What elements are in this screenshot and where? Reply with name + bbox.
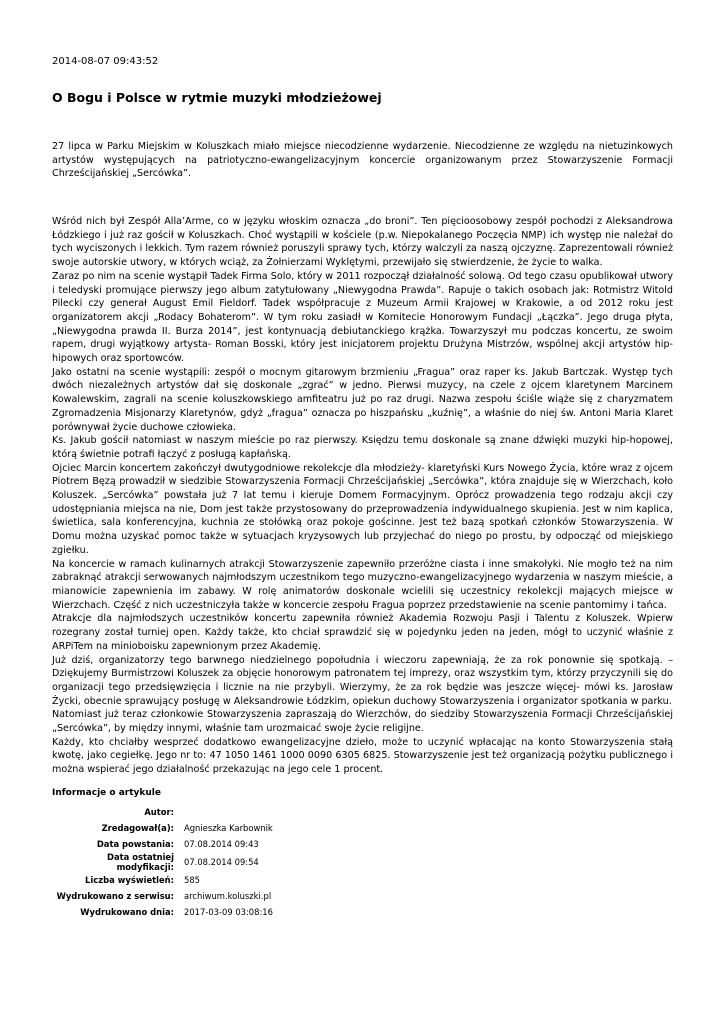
info-row-editor	[52, 820, 273, 836]
info-row-modified	[52, 852, 273, 872]
info-row-views	[52, 872, 273, 888]
article-paragraph: Ojciec Marcin koncertem zakończył dwutygodniowe rekolekcje dla młodzieży- klaretyński Kurs Nowego Życia, które wraz z ojcem Piotrem Bęzą prowadził w siedzibie Stowarzyszenia Formacji Chrześcijańskiej „Sercówka”, która znajduje się w Wierzchach, koło Koluszek. „Sercówka” powstała już 7 lat temu i kieruje Domem Formacyjnym. Oprócz prowadzenia tego rodzaju akcji czy udostępniania miejsca na nie, Dom jest także przystosowany do przeprowadzenia indywidualnego skupienia. Jest w nim kaplica, świetlica, sala konferencyjna, kuchnia ze stołówką oraz pokoje gościnne. Jest też bazą spotkań członków Stowarzyszenia. W Domu można uzyskać pomoc także w sytuacjach kryzysowych lub przyjechać do niego po prostu, by odpocząć od miejskiego zgiełku.	[52, 462, 673, 556]
info-label: Liczba wyświetleń:	[85, 875, 174, 885]
article-paragraph: Ks. Jakub gościł natomiast w naszym mieście po raz pierwszy. Księdzu temu doskonale są znane dźwięki muzyki hip-hopowej, którą świetnie potrafi łączyć z posługą kapłańską.	[52, 435, 673, 460]
info-label: Wydrukowano dnia:	[80, 907, 174, 917]
article-paragraph: Jako ostatni na scenie wystąpili: zespół o mocnym gitarowym brzmieniu „Fragua” oraz raper ks. Jakub Bartczak. Występ tych dwóch niezależnych artystów dał się doskonale „zgrać” w jedno. Pierwsi muzycy, na czele z ojcem klaretynem Marcinem Kowalewskim, zagrali na scenie koluszkowskiego amfiteatru już po raz drugi. Nazwa zespołu ściśle wiąże się z charyzmatem Zgromadzenia Misjonarzy Klaretynów, gdyż „fragua” oznacza po hiszpańsku „kuźnię”, a właśnie do niej św. Antoni Maria Klaret porównywał życie duchowe człowieka.	[52, 366, 673, 433]
info-label: Data powstania:	[96, 839, 174, 849]
article-paragraph: Zaraz po nim na scenie wystąpił Tadek Firma Solo, który w 2011 rozpoczął działalność solową. Od tego czasu opublikował utwory i teledyski promujące pierwszy jego album zatytułowany „Niewygodna Prawda”. Rapuje o takich osobach jak: Rotmistrz Witold Pilecki czy generał August Emil Fieldorf. Tadek współpracuje z Muzeum Armii Krajowej w Krakowie, a od 2012 roku jest organizatorem akcji „Rodacy Bohaterom”. W tym roku zasiadł w Komitecie Honorowym Fundacji „Łączka”. Jego druga płyta, „Niewygodna prawda II. Burza 2014”, jest kontynuacją debiutanckiego krążka. Towarzyszył mu podczas koncertu, ze swoim rapem, drugi wyjątkowy artysta- Roman Bosski, który jest inicjatorem projektu Drużyna Mistrzów, wspólnej akcji artystów hip-hipowych oraz sportowców.	[52, 270, 673, 365]
article-paragraph: Każdy, kto chciałby wesprzeć dodatkowo ewangelizacyjne dzieło, może to uczynić wpłacając na konto Stowarzyszenia stałą kwotę, jako cegiełkę. Jego nr to: 47 1050 1461 1000 0090 6305 6825. Stowarzyszenie jest też organizacją pożytku publicznego i można wspierać jego działalność przekazując na jego cele 1 procent.	[52, 736, 673, 776]
info-label: Wydrukowano z serwisu:	[56, 891, 174, 901]
info-value: 585	[184, 875, 200, 885]
article-body	[52, 215, 673, 777]
article-paragraph: Natomiast już teraz członkowie Stowarzyszenia zapraszają do Wierzchów, do siedziby Stowarzyszenia Formacji Chrześcijańskiej „Sercówka”, by między innymi, właśnie tam urozmaicać swoje życie religijne.	[52, 709, 673, 735]
info-row-printed-on	[52, 904, 273, 920]
article-info-table	[52, 804, 273, 920]
info-value: archiwum.koluszki.pl	[184, 891, 272, 901]
info-value: 07.08.2014 09:43	[184, 839, 259, 849]
article-paragraph: Wśród nich był Zespół Alla’Arme, co w języku włoskim oznacza „do broni”. Ten pięcioosobowy zespół pochodzi z Aleksandrowa Łódzkiego i już raz gościł w Koluszkach. Choć wystąpili w kościele (p.w. Niepokalanego Poczęcia NMP) ich występ nie należał do tych wyciszonych i lekkich. Tym razem również poruszyli sprawy tych, którzy walczyli za naszą ojczyznę. Zaprezentowali również swoje autorskie utwory, w których wciąż, za Żołnierzami Wyklętymi, przewijało się stwierdzenie, że życie to walka.	[52, 216, 673, 269]
info-value: 07.08.2014 09:54	[184, 857, 259, 867]
article-info-heading: Informacje o artykule	[52, 788, 161, 798]
article-lead: 27 lipca w Parku Miejskim w Koluszkach miało miejsce niecodzienne wydarzenie. Niecodzienne ze względu na nietuzinkowych artystów występujących na patriotyczno-ewangelizacyjnym koncercie organizowanym przez Stowarzyszenie Formacji Chrześcijańskiej „Sercówka”.	[52, 141, 673, 180]
article-paragraph: Już dziś, organizatorzy tego barwnego niedzielnego popołudnia i wieczoru zapewniają, że za rok ponownie się spotkają. – Dziękujemy Burmistrzowi Koluszek za objęcie honorowym patronatem tej imprezy, oraz wszystkim tym, którzy przyczynili się do organizacji tego przedsięwzięcia i licznie na nie przybyli. Wierzymy, że za rok będzie was jeszcze więcej- mówi ks. Jarosław Życki, obecnie sprawujący posługę w Aleksandrowie Łódzkim, opiekun duchowy Stowarzyszenia i organizator spotkania w parku.	[52, 654, 673, 707]
info-row-author	[52, 804, 273, 820]
info-label: Zredagował(a):	[101, 823, 174, 833]
article-paragraph: Atrakcje dla najmłodszych uczestników koncertu zapewniła również Akademia Rozwoju Pasji i Talentu z Koluszek. Wpierw rozegrany został turniej open. Każdy także, kto chciał sprawdzić się w pojedynku jeden na jeden, mógł to uczynić właśnie z ARPiTem na minioboisku zapewnionym przez Akademię.	[52, 613, 673, 652]
info-row-created	[52, 836, 273, 852]
article-title: O Bogu i Polsce w rytmie muzyki młodzieżowej	[52, 90, 382, 105]
info-label: Autor:	[144, 807, 174, 817]
info-row-printed-from	[52, 888, 273, 904]
info-value: 2017-03-09 03:08:16	[184, 907, 273, 917]
info-value: Agnieszka Karbownik	[184, 823, 273, 833]
info-label: Data ostatniej modyfikacji:	[107, 852, 174, 872]
article-paragraph: Na koncercie w ramach kulinarnych atrakcji Stowarzyszenie zapewniło przeróżne ciasta i inne smakołyki. Nie mogło też na nim zabraknąć atrakcji serwowanych najmłodszym uczestnikom tego muzyczno-ewangelizacyjnego wydarzenia w naszym mieście, a mianowicie zapewnienia im zabawy. W rolę animatorów doskonale wcielili się uczestnicy rekolekcji mających miejsce w Wierzchach. Część z nich uczestniczyła także w koncercie zespołu Fragua poprzez przedstawienie na scenie pantomimy i tańca.	[52, 558, 673, 611]
info-value	[184, 804, 273, 820]
print-timestamp: 2014-08-07 09:43:52	[52, 56, 159, 67]
